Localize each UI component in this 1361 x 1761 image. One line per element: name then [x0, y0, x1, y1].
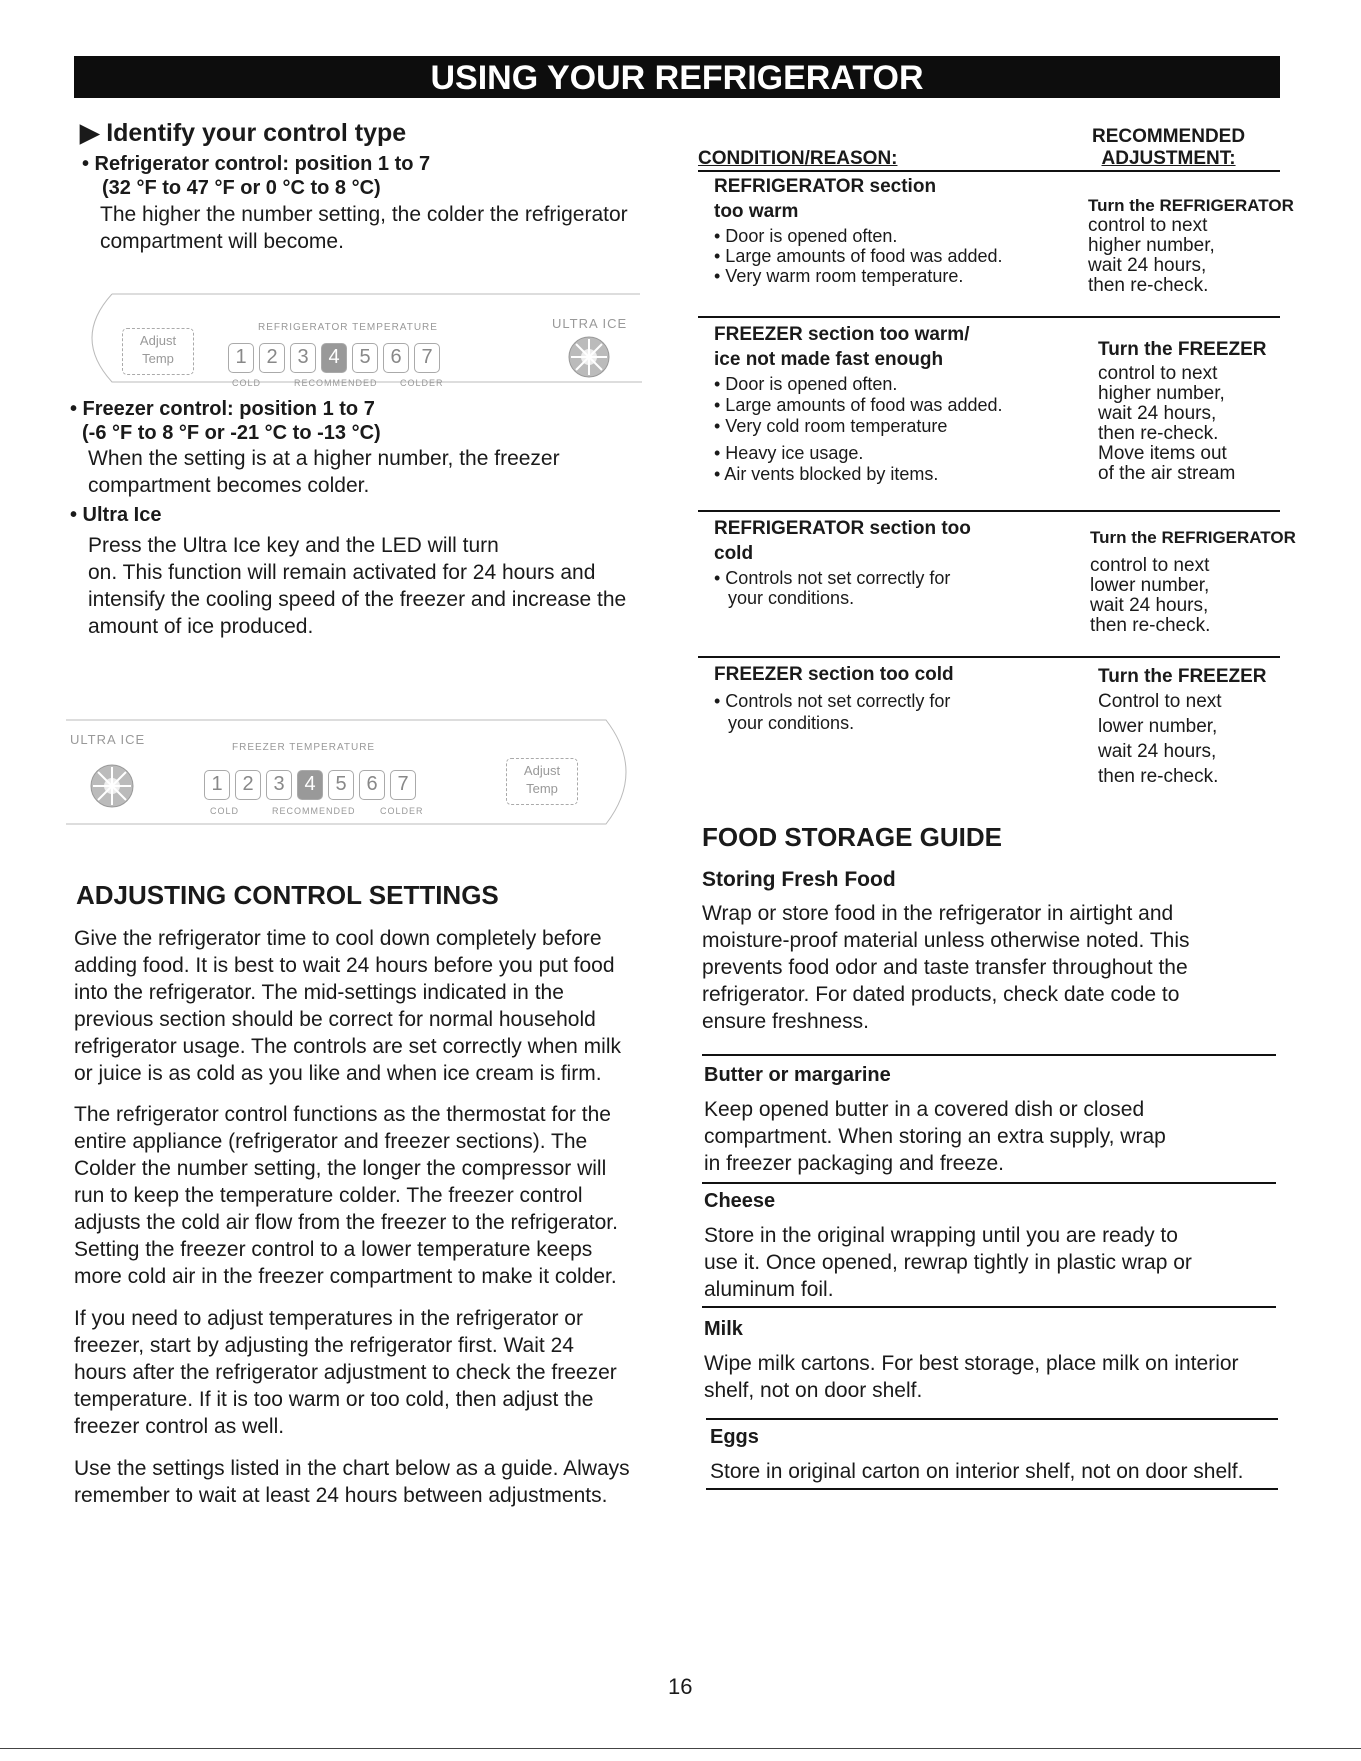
table-rule	[698, 656, 1280, 658]
scale-recommended: RECOMMENDED	[272, 806, 356, 816]
adjusting-heading: ADJUSTING CONTROL SETTINGS	[76, 880, 499, 910]
table-rule	[698, 316, 1280, 318]
adjusting-paragraph-4: Use the settings listed in the chart below as a guide. Always remember to wait at least 24 hours between adjustments.	[74, 1457, 630, 1507]
section-rule	[706, 1488, 1278, 1490]
setting-1: 1	[228, 343, 254, 373]
bottom-rule	[0, 1748, 1361, 1749]
setting-7: 7	[414, 343, 440, 373]
fridge-number-row	[228, 343, 445, 373]
row4-reasons: • Controls not set correctly for your conditions.	[714, 691, 951, 733]
freezer-temp-caption: FREEZER TEMPERATURE	[232, 742, 376, 753]
freezer-control-panel-image	[66, 714, 646, 830]
row1-title: REFRIGERATOR section too warm	[714, 176, 937, 222]
scale-cold: COLD	[210, 806, 240, 816]
eggs-text: Store in original carton on interior shelf, not on door shelf.	[710, 1460, 1244, 1483]
ultra-ice-caption: ULTRA ICE	[552, 316, 628, 331]
row3-reasons: • Controls not set correctly for your conditions.	[714, 568, 951, 608]
cheese-title: Cheese	[704, 1190, 776, 1212]
scale-colder: COLDER	[380, 806, 424, 816]
row4-adjustment: Turn the FREEZER Control to next lower number, wait 24 hours, then re-check.	[1098, 666, 1267, 787]
ultra-ice-icon	[88, 762, 136, 810]
section-rule	[706, 1418, 1278, 1420]
setting-2: 2	[235, 770, 261, 800]
milk-text: Wipe milk cartons. For best storage, place milk on interior shelf, not on door shelf.	[704, 1352, 1239, 1402]
table-rule	[698, 170, 1280, 172]
row2-title: FREEZER section too warm/ ice not made fast enough	[714, 324, 970, 370]
setting-1: 1	[204, 770, 230, 800]
page-banner: USING YOUR REFRIGERATOR	[74, 56, 1280, 98]
food-storage-heading: FOOD STORAGE GUIDE	[702, 822, 1002, 852]
milk-title: Milk	[704, 1318, 743, 1340]
adjusting-paragraph-3: If you need to adjust temperatures in the refrigerator or freezer, start by adjusting the refrigerator first. Wait 24 hours after the refrigerator adjustment to check the freezer temperature. If it is too warm or too cold, then adjust the freezer control as well.	[74, 1307, 617, 1438]
section-rule	[702, 1054, 1276, 1056]
ultra-ice-title: • Ultra Ice	[70, 504, 162, 526]
freezer-number-row	[204, 770, 421, 800]
fridge-temp-caption: REFRIGERATOR TEMPERATURE	[258, 322, 438, 333]
setting-5: 5	[352, 343, 378, 373]
setting-3: 3	[290, 343, 316, 373]
section-rule	[702, 1182, 1276, 1184]
fridge-control-title: • Refrigerator control: position 1 to 7 (32 °F to 47 °F or 0 °C to 8 °C)	[82, 153, 431, 199]
fridge-control-text: The higher the number setting, the colder the refrigerator compartment will become.	[100, 203, 628, 253]
eggs-title: Eggs	[710, 1426, 759, 1448]
setting-7: 7	[390, 770, 416, 800]
setting-4-selected: 4	[321, 343, 347, 373]
arrow-icon: ▶	[80, 119, 100, 147]
table-header-condition: CONDITION/REASON:	[698, 148, 898, 169]
row3-adjustment: Turn the REFRIGERATOR control to next lower number, wait 24 hours, then re-check.	[1090, 528, 1296, 636]
fridge-control-panel-image	[72, 288, 642, 388]
butter-text: Keep opened butter in a covered dish or closed compartment. When storing an extra supply, wrap in freezer packaging and freeze.	[704, 1098, 1166, 1175]
fresh-food-text: Wrap or store food in the refrigerator in airtight and moisture-proof material unless otherwise noted. This prevents food odor and taste transfer throughout the refrigerator. For dated products, check date code to ensure freshness.	[702, 902, 1190, 1033]
ultra-ice-caption: ULTRA ICE	[70, 732, 146, 747]
cheese-text: Store in the original wrapping until you are ready to use it. Once opened, rewrap tightly in plastic wrap or aluminum foil.	[704, 1224, 1192, 1301]
table-rule	[698, 510, 1280, 512]
ultra-ice-text: Press the Ultra Ice key and the LED will turn on. This function will remain activated for 24 hours and intensify the cooling speed of the freezer and increase the amount of ice produced.	[88, 534, 627, 638]
row1-reasons: • Door is opened often. • Large amounts of food was added. • Very warm room temperature.	[714, 226, 1003, 286]
row2-reasons: • Door is opened often. • Large amounts of food was added. • Very cold room temperature • Heavy ice usage. • Air vents blocked by items.	[714, 374, 1003, 484]
adjust-temp-button: Adjust Temp	[506, 758, 578, 805]
freezer-control-title: • Freezer control: position 1 to 7 (-6 °F to 8 °F or -21 °C to -13 °C)	[70, 398, 381, 444]
setting-4-selected: 4	[297, 770, 323, 800]
butter-title: Butter or margarine	[704, 1064, 891, 1086]
row4-title: FREEZER section too cold	[714, 664, 954, 685]
row1-adjustment: Turn the REFRIGERATOR control to next higher number, wait 24 hours, then re-check.	[1088, 196, 1294, 296]
fresh-food-title: Storing Fresh Food	[702, 868, 896, 891]
adjusting-paragraph-2: The refrigerator control functions as the thermostat for the entire appliance (refrigerator and freezer sections). The Colder the number setting, the longer the compressor will run to keep the temperature colder. The freezer control adjusts the cold air flow from the freezer to the refrigerator. Setting the freezer control to a lower temperature keeps more cold air in the freezer compartment to make it colder.	[74, 1103, 618, 1288]
scale-cold: COLD	[232, 378, 262, 388]
page-number: 16	[668, 1674, 693, 1699]
adjusting-paragraph-1: Give the refrigerator time to cool down completely before adding food. It is best to wait 24 hours before you put food into the refrigerator. The mid-settings indicated in the previous section should be correct for normal household refrigerator usage. The controls are set correctly when milk or juice is as cold as you like and when ice cream is firm.	[74, 927, 622, 1085]
adjust-temp-button: Adjust Temp	[122, 328, 194, 375]
setting-3: 3	[266, 770, 292, 800]
setting-5: 5	[328, 770, 354, 800]
section-rule	[702, 1306, 1276, 1308]
setting-6: 6	[359, 770, 385, 800]
scale-colder: COLDER	[400, 378, 444, 388]
row3-title: REFRIGERATOR section too cold	[714, 518, 971, 564]
scale-recommended: RECOMMENDED	[294, 378, 378, 388]
row2-adjustment: Turn the FREEZER control to next higher number, wait 24 hours, then re-check. Move items out of the air stream	[1098, 339, 1267, 484]
ultra-ice-icon	[566, 334, 612, 380]
identify-heading: ▶ Identify your control type	[80, 119, 407, 147]
setting-6: 6	[383, 343, 409, 373]
freezer-control-text: When the setting is at a higher number, the freezer compartment becomes colder.	[88, 447, 560, 497]
table-header-adjustment: RECOMMENDED ADJUSTMENT:	[1092, 126, 1246, 169]
setting-2: 2	[259, 343, 285, 373]
